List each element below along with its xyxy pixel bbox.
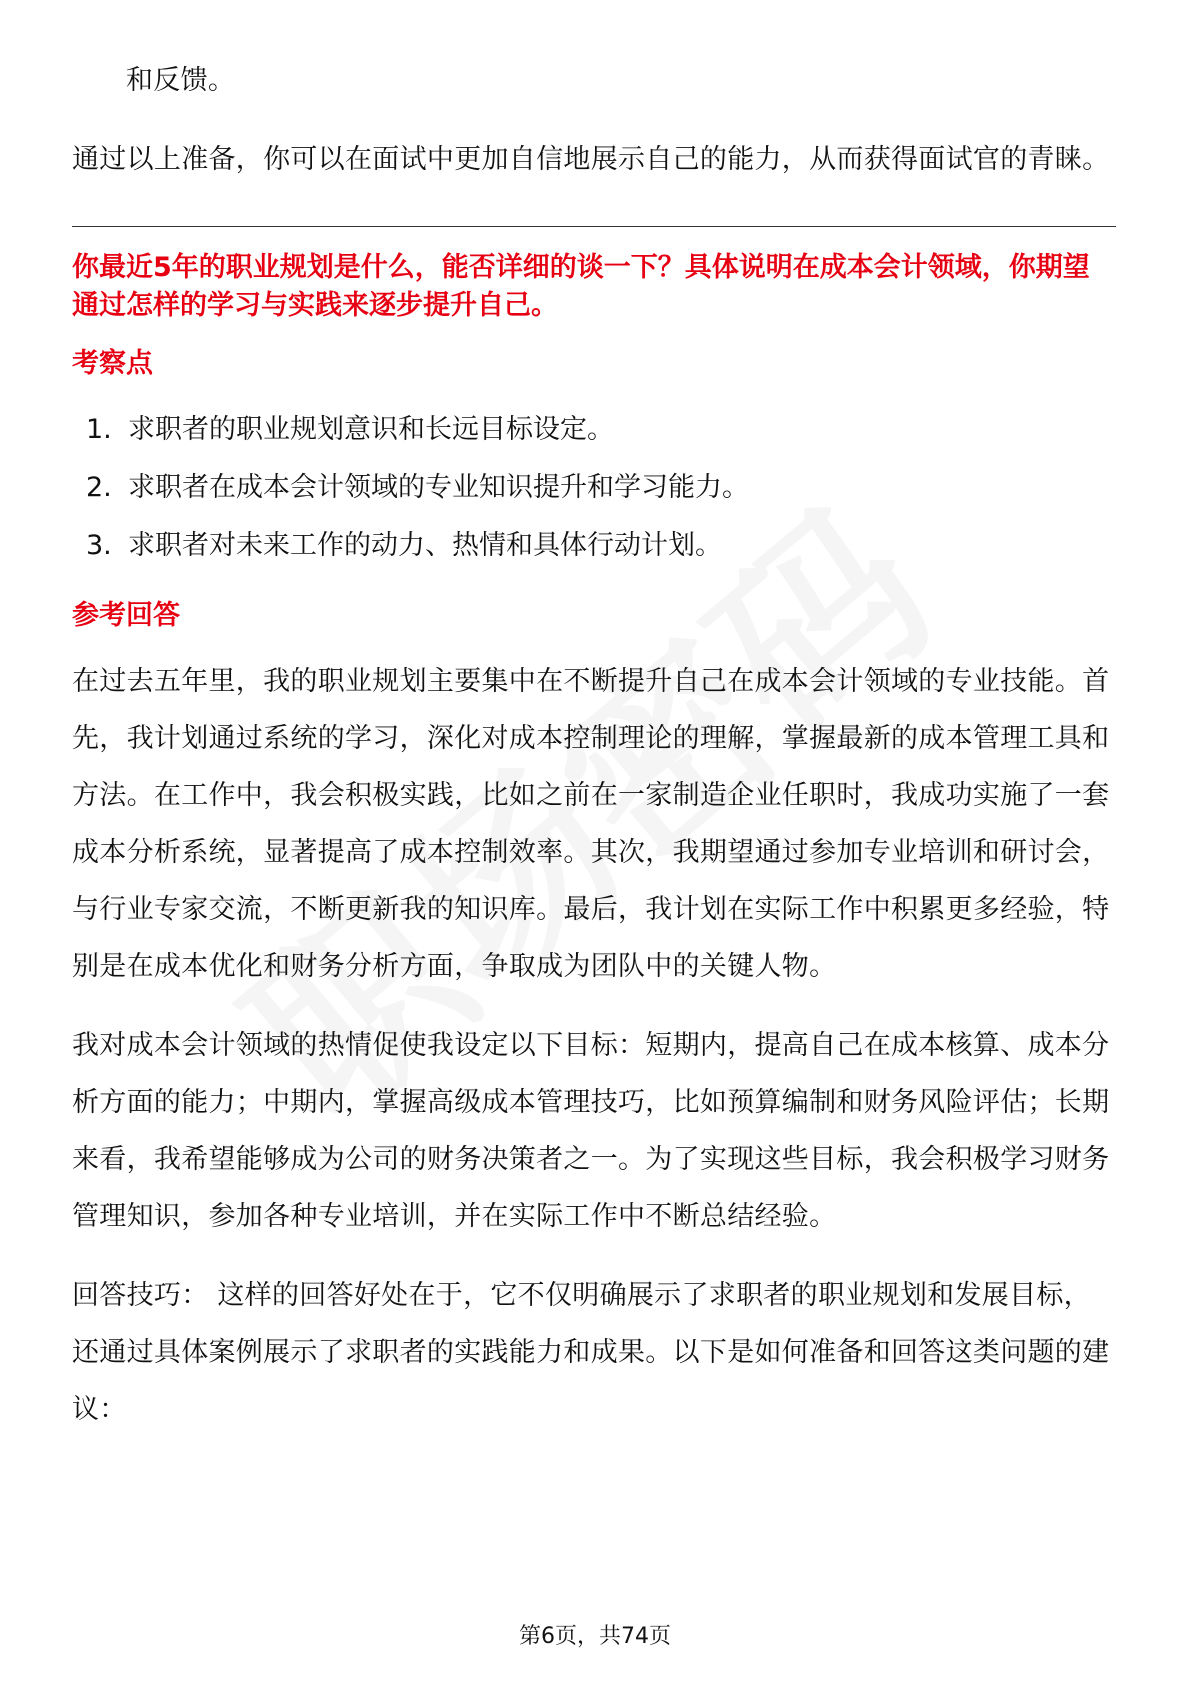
list-item xyxy=(72,517,1116,575)
page-footer: 第6页，共74页 xyxy=(519,1624,671,1649)
list-item-text: 求职者在成本会计领域的专业知识提升和学习能力。 xyxy=(128,472,749,503)
intro-closing: 通过以上准备，你可以在面试中更加自信地展示自己的能力，从而获得面试官的青睐。 xyxy=(72,144,1110,175)
answer-paragraph-1: 在过去五年里，我的职业规划主要集中在不断提升自己在成本会计领域的专业技能。首先，我计划通过系统的学习，深化对成本控制理论的理解，掌握最新的成本管理工具和方法。在工作中，我会积极实践，比如之前在一家制造企业任职时，我成功实施了一套成本分析系统，显著提高了成本控制效率。其次，我期望通过参加专业培训和研讨会，与行业专家交流，不断更新我的知识库。最后，我计划在实际工作中积累更多经验，特别是在成本优化和财务分析方面，争取成为团队中的关键人物。 xyxy=(72,666,1110,982)
focus-list xyxy=(72,401,1116,575)
list-item-text: 求职者的职业规划意识和长远目标设定。 xyxy=(128,414,614,445)
answer-heading: 参考回答 xyxy=(72,600,180,631)
document-page xyxy=(72,0,1116,1438)
answer-tips: 回答技巧： 这样的回答好处在于，它不仅明确展示了求职者的职业规划和发展目标，还通过具体案例展示了求职者的实践能力和成果。以下是如何准备和回答这类问题的建议： xyxy=(72,1280,1110,1425)
question-title: 你最近5年的职业规划是什么，能否详细的谈一下？具体说明在成本会计领域，你期望通过怎样的学习与实践来逐步提升自己。 xyxy=(72,252,1090,321)
list-item-number: 1. xyxy=(86,414,112,445)
list-item xyxy=(72,401,1116,459)
section-divider xyxy=(72,226,1116,227)
focus-heading: 考察点 xyxy=(72,348,153,379)
intro-continuation: 和反馈。 xyxy=(126,65,236,96)
list-item-number: 3. xyxy=(86,530,112,561)
list-item xyxy=(72,459,1116,517)
list-item-text: 求职者对未来工作的动力、热情和具体行动计划。 xyxy=(128,530,722,561)
answer-paragraph-2: 我对成本会计领域的热情促使我设定以下目标：短期内，提高自己在成本核算、成本分析方面的能力；中期内，掌握高级成本管理技巧，比如预算编制和财务风险评估；长期来看，我希望能够成为公司的财务决策者之一。为了实现这些目标，我会积极学习财务管理知识，参加各种专业培训，并在实际工作中不断总结经验。 xyxy=(72,1030,1110,1232)
list-item-number: 2. xyxy=(86,472,112,503)
